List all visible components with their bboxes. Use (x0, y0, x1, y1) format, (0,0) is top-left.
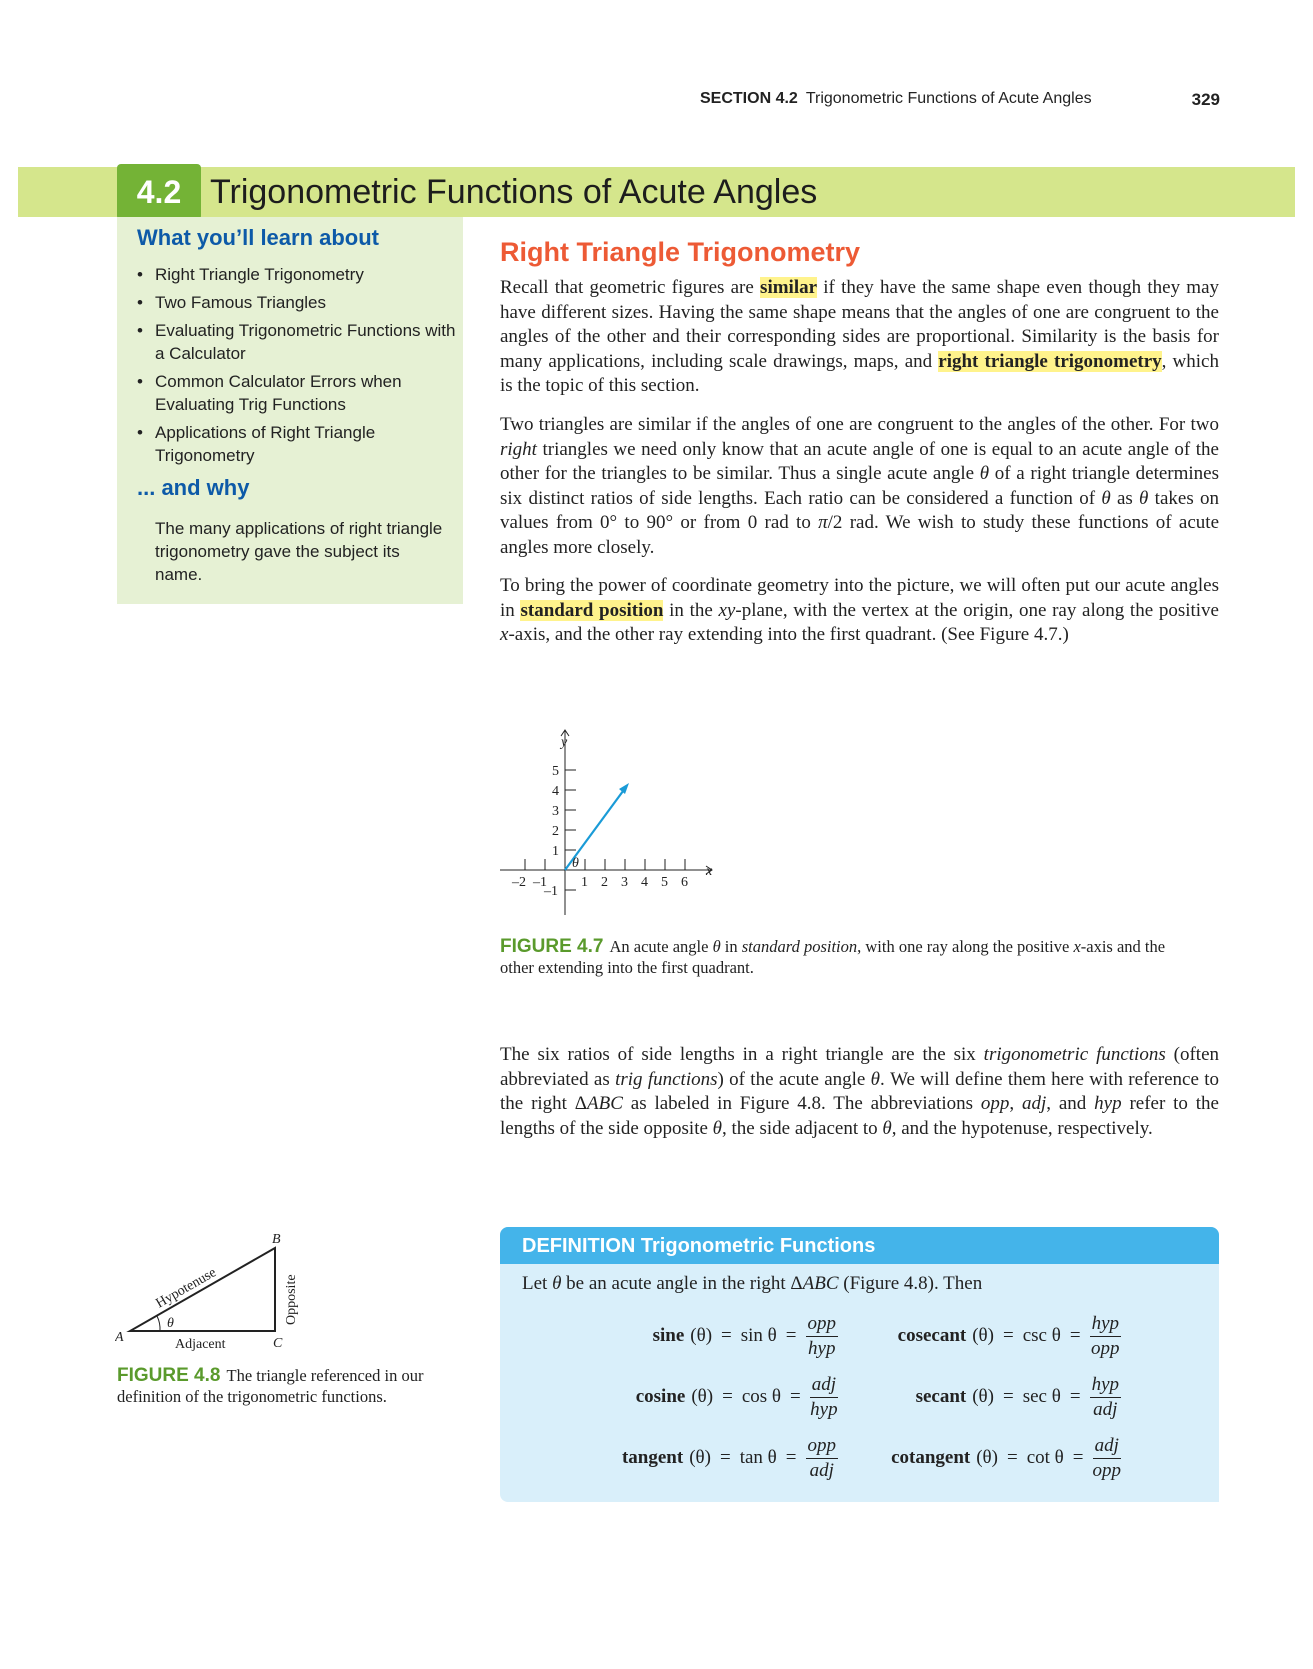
learn-item: • Evaluating Trigonometric Functions with a Calculator (137, 319, 457, 365)
argument: (θ) (976, 1447, 998, 1468)
definition-intro (522, 1273, 982, 1295)
equals: = (785, 1447, 797, 1468)
theta-symbol: θ (712, 1117, 723, 1139)
ratio (806, 1435, 839, 1482)
learn-heading: What you’ll learn about (137, 225, 380, 250)
y-tick-label: 2 (552, 824, 559, 839)
function-name: sine (652, 1325, 685, 1346)
x-tick-label: 1 (581, 875, 588, 890)
numerator: opp (806, 1313, 839, 1337)
abbreviation: sec θ (1022, 1386, 1061, 1407)
abbreviation: sin θ (740, 1325, 777, 1346)
learn-list (137, 263, 457, 472)
text: , the side adjacent to (722, 1117, 883, 1139)
definition-header (500, 1227, 1219, 1264)
emphasis: trig functions (615, 1068, 718, 1090)
argument: (θ) (972, 1386, 994, 1407)
x-tick-label: 6 (681, 875, 688, 890)
numerator: adj (810, 1374, 838, 1398)
learn-sidebar (117, 217, 463, 604)
numerator: hyp (1090, 1313, 1121, 1337)
argument: (θ) (689, 1447, 711, 1468)
function-name: tangent (621, 1447, 684, 1468)
ratio (1093, 1435, 1122, 1482)
x-tick-label: 4 (641, 875, 648, 890)
denominator: adj (1093, 1398, 1118, 1420)
emphasis: trigonometric functions (983, 1044, 1166, 1065)
triangle-abc (130, 1248, 275, 1331)
denominator: opp (1091, 1337, 1120, 1359)
function-name: secant (915, 1386, 967, 1407)
x-axis-label: x (706, 864, 713, 879)
ratio (1090, 1374, 1121, 1421)
variable: x (1073, 937, 1081, 956)
text: in (720, 937, 742, 956)
term-right-triangle-trigonometry: right triangle trigonometry (938, 350, 1162, 372)
numerator: hyp (1090, 1374, 1121, 1398)
adjacent-label: Adjacent (175, 1337, 226, 1352)
variable: xy (718, 599, 736, 621)
vertex-a-label: A (115, 1330, 124, 1345)
ratio (806, 1313, 839, 1360)
function-name: cosine (635, 1386, 686, 1407)
y-tick-label: 4 (552, 784, 559, 799)
y-tick-label: –1 (544, 884, 558, 899)
vertex-b-label: B (272, 1232, 281, 1247)
text: Let (522, 1273, 553, 1294)
x-tick-label: 2 (601, 875, 608, 890)
equals: = (790, 1386, 801, 1407)
ratio (1090, 1313, 1121, 1360)
denominator: adj (809, 1459, 834, 1481)
argument: (θ) (972, 1325, 994, 1346)
theta-symbol: θ (979, 463, 990, 484)
abbreviation: tan θ (739, 1447, 777, 1468)
learn-item: • Two Famous Triangles (137, 291, 457, 314)
equals: = (1003, 1386, 1014, 1407)
x-tick-label: –1 (533, 875, 547, 890)
page-number: 329 (1191, 90, 1220, 109)
equals: = (1003, 1325, 1014, 1346)
text: triangles we need only know that an acute angle of one is equal to an acute angle of the other for the triangles to be similar. Thus a single acute angle (500, 438, 1219, 484)
vertex-c-label: C (273, 1336, 283, 1351)
figure-4-7-caption (500, 936, 1200, 978)
equals: = (721, 1325, 732, 1346)
paragraph-4 (500, 1043, 1219, 1141)
theta-symbol: θ (552, 1273, 562, 1294)
text: if they have the same shape even though they may have different sizes. Having the same shape means that the angles of one are congruent to the angles of the other and their corresponding sides are proportional. Similarity is the basis for many applications, including scale drawings, maps, and (500, 277, 1220, 372)
argument: (θ) (691, 1386, 714, 1407)
variable: adj (1021, 1093, 1047, 1114)
argument: (θ) (690, 1325, 713, 1346)
x-tick-label: –2 (512, 875, 526, 890)
opposite-label: Opposite (284, 1274, 299, 1325)
text: An acute angle (609, 937, 713, 956)
denominator: hyp (808, 1337, 836, 1359)
learn-item: • Common Calculator Errors when Evaluating Trig Functions (137, 370, 457, 416)
text: (Figure 4.8). Then (838, 1273, 983, 1294)
paragraph-2 (500, 413, 1219, 560)
section-title: Trigonometric Functions of Acute Angles (210, 173, 818, 211)
theta-label: θ (572, 856, 579, 871)
equals: = (719, 1447, 731, 1468)
equals: = (1069, 1325, 1081, 1346)
equals: = (1006, 1447, 1018, 1468)
section-number-badge: 4.2 (117, 164, 201, 220)
text: -plane, with the vertex at the origin, one ray along the positive (735, 599, 1219, 621)
term-standard-position: standard position (520, 599, 664, 621)
text: . We will define them here with reference to the right Δ (500, 1068, 1220, 1114)
text: , and (1046, 1093, 1095, 1114)
text: To bring the power of coordinate geometry into the picture, we will often put our acute angles in (500, 575, 1219, 621)
text: /2 rad. We wish to study these functions of acute angles more closely. (500, 512, 1220, 558)
theta-label: θ (167, 1316, 174, 1331)
theta-symbol: θ (1101, 487, 1111, 509)
text: as labeled in Figure 4.8. The abbreviations (622, 1093, 981, 1114)
equals: = (722, 1386, 733, 1407)
text: of a right triangle determines six distinct ratios of side lengths. Each ratio can be considered a function of (500, 463, 1219, 509)
abbreviation: cos θ (741, 1386, 781, 1407)
why-text: The many applications of right triangle trigonometry gave the subject its name. (155, 519, 443, 584)
definition-label: DEFINITION (522, 1235, 636, 1257)
definition-row-tangent (622, 1430, 838, 1486)
text: takes on values from 0° to 90° or from 0 rad to (500, 487, 1219, 533)
running-title: Trigonometric Functions of Acute Angles (805, 90, 1092, 107)
theta-symbol: θ (712, 937, 721, 956)
text: Recall that geometric figures are (500, 277, 761, 298)
variable: ABC (587, 1093, 623, 1114)
definition-row-cosine (636, 1369, 838, 1425)
angle-arc (157, 1316, 160, 1331)
numerator: adj (1093, 1435, 1121, 1459)
definition-box (500, 1227, 1219, 1502)
emphasis: standard position (741, 937, 858, 956)
text: , which is the topic of this section. (500, 350, 1219, 396)
variable: ABC (802, 1273, 839, 1294)
text: , with one ray along the positive (857, 937, 1074, 956)
text: , and the hypotenuse, respectively. (891, 1117, 1153, 1139)
section-label: SECTION 4.2 (700, 90, 798, 107)
subsection-heading: Right Triangle Trigonometry (500, 237, 861, 267)
figure-4-7-graph (500, 720, 740, 920)
equals: = (1072, 1447, 1084, 1468)
learn-item: • Right Triangle Trigonometry (137, 263, 457, 286)
text: , (1009, 1093, 1022, 1114)
variable: opp (980, 1093, 1010, 1114)
why-heading: ... and why (137, 475, 250, 500)
equals: = (785, 1325, 797, 1346)
definition-row-cotangent (891, 1430, 1121, 1486)
paragraph-1 (500, 276, 1219, 399)
text: -axis and the other extending into the first quadrant. (500, 937, 1166, 977)
text: ) of the acute angle (717, 1068, 871, 1090)
y-axis-label: y (561, 735, 568, 750)
definition-row-cosecant (898, 1308, 1121, 1364)
emphasis: right (500, 438, 537, 460)
pi-symbol: π (818, 512, 828, 533)
function-name: cosecant (897, 1325, 967, 1346)
denominator: opp (1092, 1459, 1121, 1481)
ray-arrowhead (619, 783, 629, 794)
text: in the (663, 599, 719, 621)
text: be an acute angle in the right Δ (561, 1273, 803, 1294)
function-name: cotangent (891, 1447, 971, 1468)
theta-symbol: θ (882, 1117, 892, 1139)
learn-item: • Applications of Right Triangle Trigonometry (137, 421, 457, 467)
x-tick-label: 3 (621, 875, 628, 890)
equals: = (1069, 1386, 1081, 1407)
y-tick-label: 3 (552, 804, 559, 819)
theta-symbol: θ (1139, 487, 1149, 509)
abbreviation: csc θ (1022, 1325, 1061, 1346)
text: -axis, and the other ray extending into the first quadrant. (See Figure 4.7.) (508, 624, 1069, 645)
theta-symbol: θ (870, 1068, 881, 1090)
text: The six ratios of side lengths in a right triangle are the six (500, 1044, 984, 1065)
variable: x (500, 624, 509, 645)
figure-4-8-caption (117, 1365, 463, 1407)
x-tick-label: 5 (661, 875, 668, 890)
numerator: opp (806, 1435, 839, 1459)
definition-row-secant (916, 1369, 1121, 1425)
running-head (700, 90, 1220, 116)
figure-label: FIGURE 4.8 (117, 1365, 221, 1386)
figure-4-8-triangle (115, 1228, 315, 1358)
abbreviation: cot θ (1026, 1447, 1064, 1468)
text: Two triangles are similar if the angles of one are congruent to the angles of the other. For two (500, 414, 1219, 435)
text: The triangle referenced in our definition of the trigonometric functions. (117, 1366, 424, 1406)
text: refer to the lengths of the side opposite (500, 1093, 1219, 1139)
ratio (810, 1374, 838, 1421)
definition-title: Trigonometric Functions (640, 1235, 876, 1257)
paragraph-3 (500, 574, 1219, 648)
denominator: hyp (810, 1398, 838, 1420)
y-tick-label: 1 (552, 844, 559, 859)
term-similar: similar (760, 277, 818, 298)
figure-label: FIGURE 4.7 (500, 936, 604, 957)
hypotenuse-label: Hypotenuse (153, 1265, 220, 1312)
variable: hyp (1094, 1093, 1122, 1114)
text: as (1110, 487, 1140, 509)
y-tick-label: 5 (552, 764, 559, 779)
text: (often abbreviated as (500, 1044, 1220, 1090)
definition-row-sine (653, 1308, 838, 1364)
